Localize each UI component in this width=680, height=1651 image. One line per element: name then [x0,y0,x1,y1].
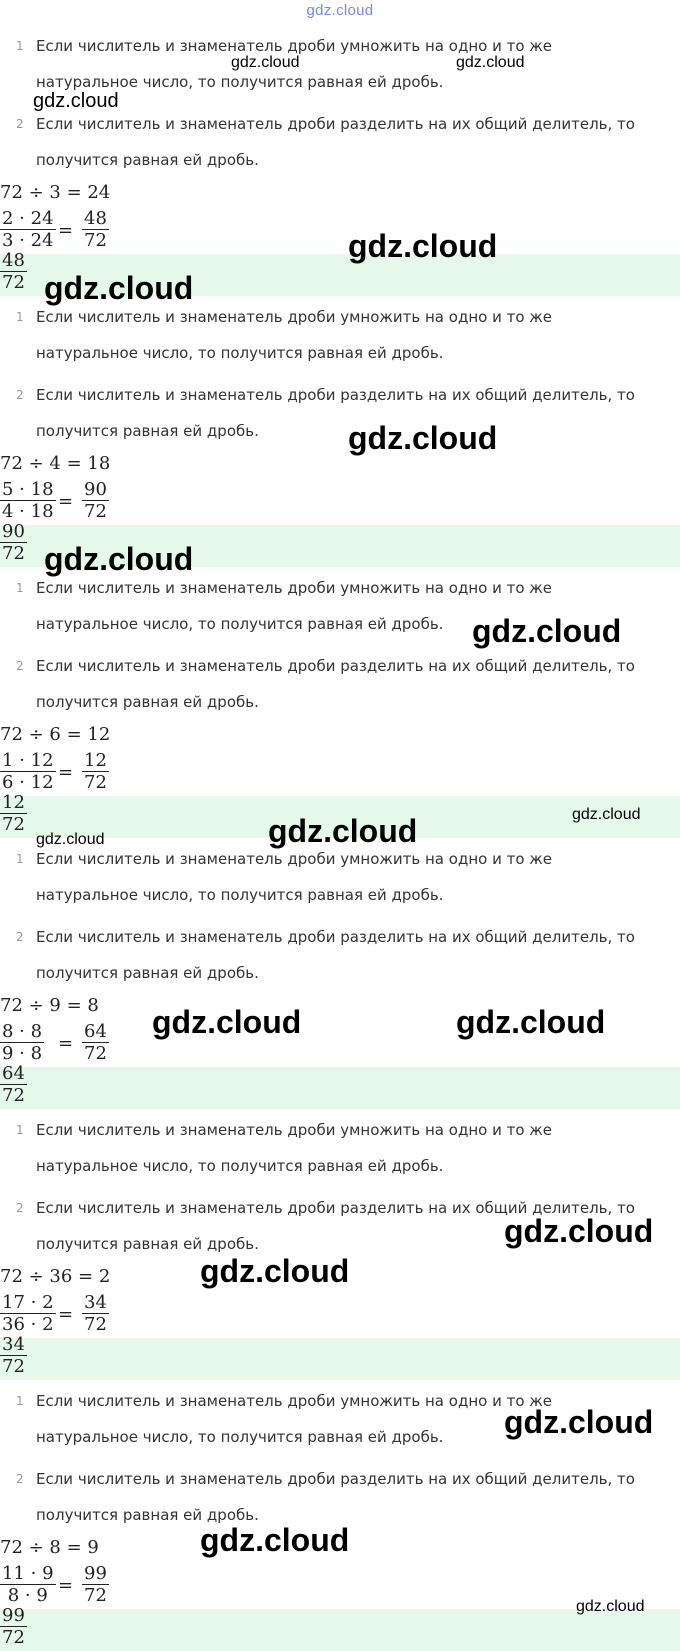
rule-number: 1 [16,39,24,53]
rule-text: натуральное число, то получится равная ей дробь. [36,1157,444,1175]
watermark: gdz.cloud [36,831,105,848]
watermark: gdz.cloud [504,1213,654,1249]
equals-sign: = [58,491,74,512]
answer-fraction [0,1605,27,1648]
watermark: gdz.cloud [456,1004,606,1040]
answer-fraction [0,792,27,835]
watermark: gdz.cloud [504,1404,654,1440]
watermark: gdz.cloud [472,613,622,649]
product-fraction [0,1021,44,1064]
fraction-numerator: 34 [84,1292,107,1313]
watermark: gdz.cloud [231,54,300,71]
result-fraction [82,1563,109,1606]
product-fraction [0,1292,56,1335]
fraction-denominator: 6 · 12 [2,772,54,793]
watermark: gdz.cloud [456,54,525,71]
rule-text: Если числитель и знаменатель дроби умножить на одно и то же [36,308,553,326]
watermark: gdz.cloud [572,806,641,823]
rule-text: получится равная ей дробь. [36,422,259,440]
answer-band [0,1067,680,1109]
division-equation: 72 ÷ 4 = 18 [0,453,111,474]
rule-text: натуральное число, то получится равная ей дробь. [36,1428,444,1446]
rule-text: Если числитель и знаменатель дроби разделить на их общий делитель, то [36,657,635,675]
rule-number: 1 [16,1394,24,1408]
fraction-numerator: 48 [2,250,25,271]
rule-text: Если числитель и знаменатель дроби разделить на их общий делитель, то [36,386,635,404]
product-fraction [0,479,56,522]
watermark: gdz.cloud [33,90,119,112]
watermark: gdz.cloud [576,1598,645,1615]
rule-number: 2 [16,1201,24,1215]
watermark: gdz.cloud [44,270,194,306]
rule-number: 2 [16,388,24,402]
answer-fraction [0,250,27,293]
rule-number: 1 [16,310,24,324]
division-equation: 72 ÷ 3 = 24 [0,182,111,203]
fraction-denominator: 72 [2,1356,25,1377]
fraction-denominator: 72 [84,1043,107,1064]
fraction-numerator: 5 · 18 [2,479,54,500]
product-fraction [0,750,56,793]
rule-number: 2 [16,1472,24,1486]
answer-fraction [0,1334,27,1377]
watermark: gdz.cloud [44,541,194,577]
result-fraction [82,208,109,251]
fraction-denominator: 8 · 9 [0,1584,56,1606]
answer-fraction [0,1063,27,1106]
equals-sign: = [58,1575,74,1596]
equals-sign: = [58,220,74,241]
fraction-denominator: 72 [2,272,25,293]
rule-text: получится равная ей дробь. [36,1235,259,1253]
fraction-denominator: 72 [84,501,107,522]
fraction-denominator: 9 · 8 [2,1043,43,1064]
fraction-numerator: 1 · 12 [2,750,54,771]
rule-text: получится равная ей дробь. [36,964,259,982]
fraction-numerator: 64 [84,1021,107,1042]
product-fraction [0,208,56,251]
watermark: gdz.cloud [348,420,498,456]
equals-sign: = [58,762,74,783]
rule-text: Если числитель и знаменатель дроби разделить на их общий делитель, то [36,928,635,946]
rule-text: натуральное число, то получится равная ей дробь. [36,615,444,633]
fraction-denominator: 72 [2,1085,25,1106]
division-equation: 72 ÷ 6 = 12 [0,724,111,745]
rule-text: Если числитель и знаменатель дроби умножить на одно и то же [36,579,553,597]
answer-band [0,1338,680,1380]
fraction-numerator: 90 [84,479,107,500]
fraction-denominator: 4 · 18 [2,501,54,522]
fraction-numerator: 11 · 9 [2,1563,54,1584]
rule-text: Если числитель и знаменатель дроби умножить на одно и то же [36,37,553,55]
rule-text: получится равная ей дробь. [36,1506,259,1524]
fraction-numerator: 2 · 24 [2,208,54,229]
fraction-numerator: 90 [2,521,25,542]
watermark: gdz.cloud [152,1004,302,1040]
fraction-denominator: 72 [2,543,25,564]
fraction-numerator: 64 [2,1063,25,1084]
fraction-denominator: 36 · 2 [2,1314,54,1335]
division-equation: 72 ÷ 9 = 8 [0,995,99,1016]
rule-text: натуральное число, то получится равная ей дробь. [36,886,444,904]
rule-text: Если числитель и знаменатель дроби умножить на одно и то же [36,850,553,868]
result-fraction [82,1292,109,1335]
rule-number: 1 [16,1123,24,1137]
division-equation: 72 ÷ 8 = 9 [0,1537,99,1558]
rule-text: получится равная ей дробь. [36,693,259,711]
result-fraction [82,479,109,522]
watermark: gdz.cloud [268,813,418,849]
rule-number: 1 [16,581,24,595]
answer-fraction [0,521,27,564]
fraction-numerator: 99 [84,1563,107,1584]
rule-text: Если числитель и знаменатель дроби разделить на их общий делитель, то [36,115,635,133]
rule-text: Если числитель и знаменатель дроби умножить на одно и то же [36,1121,553,1139]
rule-text: натуральное число, то получится равная ей дробь. [36,73,444,91]
rule-number: 2 [16,659,24,673]
equals-sign: = [58,1304,74,1325]
fraction-denominator: 72 [84,1314,107,1335]
fraction-denominator: 72 [2,814,25,835]
fraction-denominator: 72 [2,1627,25,1648]
watermark: gdz.cloud [348,228,498,264]
fraction-numerator: 48 [84,208,107,229]
rule-text: Если числитель и знаменатель дроби умножить на одно и то же [36,1392,553,1410]
fraction-denominator: 3 · 24 [2,230,54,251]
product-fraction [0,1563,56,1606]
rule-text: получится равная ей дробь. [36,151,259,169]
rule-text: натуральное число, то получится равная ей дробь. [36,344,444,362]
division-equation: 72 ÷ 36 = 2 [0,1266,111,1287]
fraction-numerator: 17 · 2 [2,1292,54,1313]
rule-number: 2 [16,930,24,944]
fraction-numerator: 8 · 8 [2,1021,43,1042]
watermark: gdz.cloud [200,1522,350,1558]
fraction-denominator: 72 [84,1585,107,1606]
rule-text: Если числитель и знаменатель дроби разделить на их общий делитель, то [36,1470,635,1488]
equals-sign: = [58,1033,74,1054]
site-logo[interactable]: gdz.cloud [306,2,374,19]
result-fraction [82,1021,109,1064]
rule-number: 1 [16,852,24,866]
watermark: gdz.cloud [200,1253,350,1289]
result-fraction [82,750,109,793]
rule-text: Если числитель и знаменатель дроби разделить на их общий делитель, то [36,1199,635,1217]
fraction-denominator: 72 [84,230,107,251]
fraction-numerator: 34 [2,1334,25,1355]
fraction-numerator: 12 [84,750,107,771]
fraction-numerator: 99 [2,1605,25,1626]
fraction-numerator: 12 [2,792,25,813]
fraction-denominator: 72 [84,772,107,793]
rule-number: 2 [16,117,24,131]
